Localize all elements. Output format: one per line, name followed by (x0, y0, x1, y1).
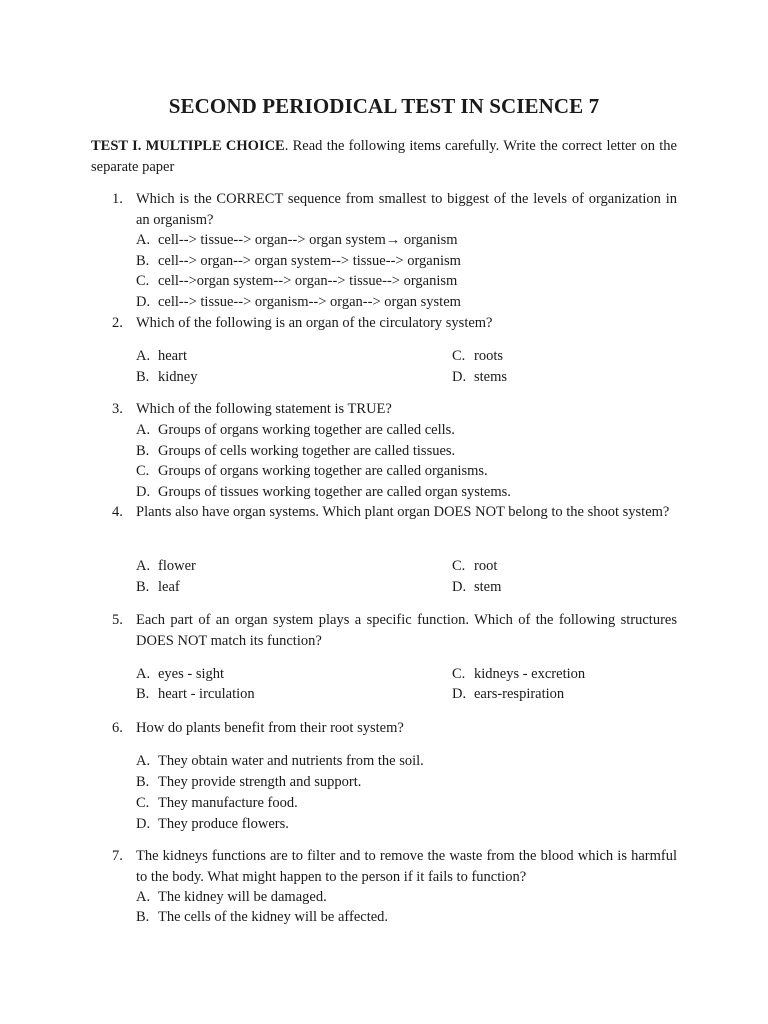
option-6d (136, 814, 289, 835)
option-4d (452, 577, 501, 598)
question-text: Each part of an organ system plays a specific function. Which of the following structures DOES NOT match its function? (136, 612, 677, 649)
option-letter: C. (136, 273, 150, 289)
option-2b (136, 367, 197, 388)
question-number: 2. (112, 315, 123, 331)
option-letter: D. (452, 686, 467, 702)
question-number: 5. (112, 612, 123, 628)
option-text: Groups of organs working together are called cells. (158, 422, 455, 438)
question-number: 7. (112, 848, 123, 864)
question-number: 1. (112, 191, 123, 207)
option-6c (136, 793, 298, 814)
option-text: The cells of the kidney will be affected. (158, 909, 389, 925)
option-letter: B. (136, 369, 150, 385)
question-number: 6. (112, 720, 123, 736)
question-number: 4. (112, 504, 123, 520)
instructions-text: . Read the following items carefully. Write the correct letter on the separate paper (91, 138, 677, 175)
option-letter: A. (136, 348, 151, 364)
option-text: kidneys - excretion (474, 666, 586, 682)
option-letter: A. (136, 422, 151, 438)
option-7b (136, 907, 388, 928)
option-text: roots (474, 348, 503, 364)
option-letter: D. (452, 369, 467, 385)
option-letter: B. (136, 253, 150, 269)
option-text: flower (158, 558, 196, 574)
option-1a (136, 230, 458, 251)
page-title: SECOND PERIODICAL TEST IN SCIENCE 7 (168, 94, 600, 118)
option-letter: D. (452, 579, 467, 595)
question-text: Plants also have organ systems. Which plant organ DOES NOT belong to the shoot system? (136, 504, 670, 520)
option-6b (136, 772, 361, 793)
option-text: kidney (158, 369, 198, 385)
option-letter: D. (136, 484, 151, 500)
option-letter: A. (136, 753, 151, 769)
option-text: They manufacture food. (158, 795, 298, 811)
option-text: Groups of tissues working together are called organ systems. (158, 484, 511, 500)
question-text: Which is the CORRECT sequence from smallest to biggest of the levels of organization in an organism? (136, 191, 677, 228)
option-text: cell--> organ--> organ system--> tissue--> organism (158, 253, 461, 269)
option-7a (136, 887, 327, 908)
option-letter: A. (136, 558, 151, 574)
option-text: heart (158, 348, 187, 364)
option-1d (136, 292, 461, 313)
option-3a (136, 420, 455, 441)
option-text: stem (474, 579, 502, 595)
option-letter: D. (136, 816, 151, 832)
option-5d (452, 684, 564, 705)
option-text: eyes - sight (158, 666, 225, 682)
option-text: They produce flowers. (158, 816, 289, 832)
option-text: ears-respiration (474, 686, 565, 702)
option-6a (136, 751, 424, 772)
instructions (91, 136, 677, 178)
option-text: They provide strength and support. (158, 774, 362, 790)
test-heading: TEST I. MULTIPLE CHOICE (91, 138, 285, 154)
question-text: The kidneys functions are to filter and to remove the waste from the blood which is harmful to the body. What might happen to the person if it fails to function? (136, 848, 677, 885)
option-text: The kidney will be damaged. (158, 889, 327, 905)
option-4c (452, 556, 497, 577)
option-text: cell--> tissue--> organ--> organ system→ organism (158, 232, 458, 248)
option-3b (136, 441, 455, 462)
option-3c (136, 461, 488, 482)
option-2a (136, 346, 187, 367)
option-5c (452, 664, 585, 685)
option-text: Groups of organs working together are called organisms. (158, 463, 488, 479)
question-text: Which of the following is an organ of the circulatory system? (136, 315, 493, 331)
option-letter: A. (136, 666, 151, 682)
option-letter: A. (136, 889, 151, 905)
option-text: stems (474, 369, 508, 385)
option-4b (136, 577, 180, 598)
option-text: leaf (158, 579, 180, 595)
option-letter: B. (136, 686, 150, 702)
option-5b (136, 684, 255, 705)
option-text: cell-->organ system--> organ--> tissue--> organism (158, 273, 458, 289)
option-text: They obtain water and nutrients from the soil. (158, 753, 424, 769)
option-2c (452, 346, 503, 367)
question-number: 3. (112, 401, 123, 417)
option-letter: B. (136, 909, 150, 925)
option-letter: C. (452, 348, 466, 364)
option-letter: B. (136, 774, 150, 790)
option-letter: C. (136, 463, 150, 479)
option-letter: C. (452, 558, 466, 574)
option-1b (136, 251, 461, 272)
option-letter: B. (136, 579, 150, 595)
option-text: heart - irculation (158, 686, 255, 702)
option-text: cell--> tissue--> organism--> organ--> organ system (158, 294, 461, 310)
option-text: root (474, 558, 498, 574)
option-3d (136, 482, 511, 503)
question-text: How do plants benefit from their root system? (136, 720, 404, 736)
option-5a (136, 664, 224, 685)
option-4a (136, 556, 196, 577)
option-letter: B. (136, 443, 150, 459)
option-letter: C. (136, 795, 150, 811)
question-text: Which of the following statement is TRUE? (136, 401, 392, 417)
option-2d (452, 367, 507, 388)
option-letter: C. (452, 666, 466, 682)
option-text: Groups of cells working together are called tissues. (158, 443, 456, 459)
option-letter: D. (136, 294, 151, 310)
option-1c (136, 271, 457, 292)
option-letter: A. (136, 232, 151, 248)
